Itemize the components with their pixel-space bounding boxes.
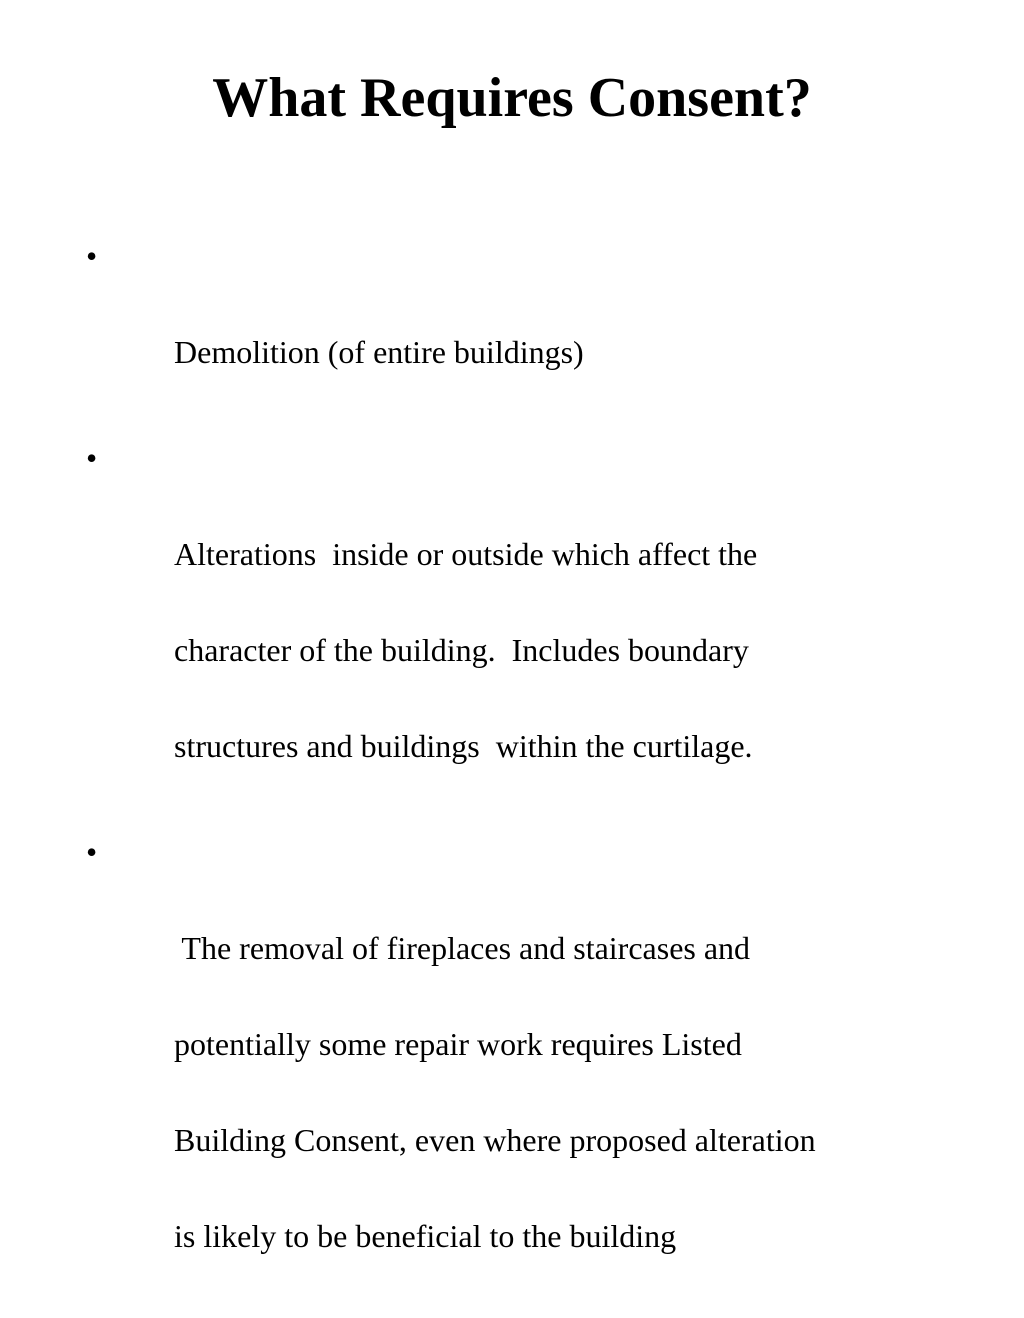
bullet-item-removal — [86, 828, 946, 1308]
bullet-item-demolition — [86, 232, 946, 424]
bullet-text-line: Alterations inside or outside which affect the — [174, 536, 758, 572]
bullet-text-line: Demolition (of entire buildings) — [174, 334, 584, 370]
bullet-marker: • — [86, 834, 98, 870]
bullet-text-line: character of the building. Includes boundary — [174, 632, 749, 668]
bullet-item-alterations — [86, 434, 946, 818]
bullet-text-line: The removal of fireplaces and staircases and — [174, 930, 751, 966]
bullet-text-line: Building Consent, even where proposed alteration — [174, 1122, 816, 1158]
slide-title: What Requires Consent? — [212, 67, 812, 129]
bullet-text-line: potentially some repair work requires Listed — [174, 1026, 742, 1062]
bullet-text-line: is likely to be beneficial to the building — [174, 1218, 677, 1254]
bullet-text-line: structures and buildings within the curtilage. — [174, 728, 753, 764]
bullet-marker: • — [86, 440, 98, 476]
bullet-marker: • — [86, 238, 98, 274]
bullet-list — [86, 232, 946, 1318]
